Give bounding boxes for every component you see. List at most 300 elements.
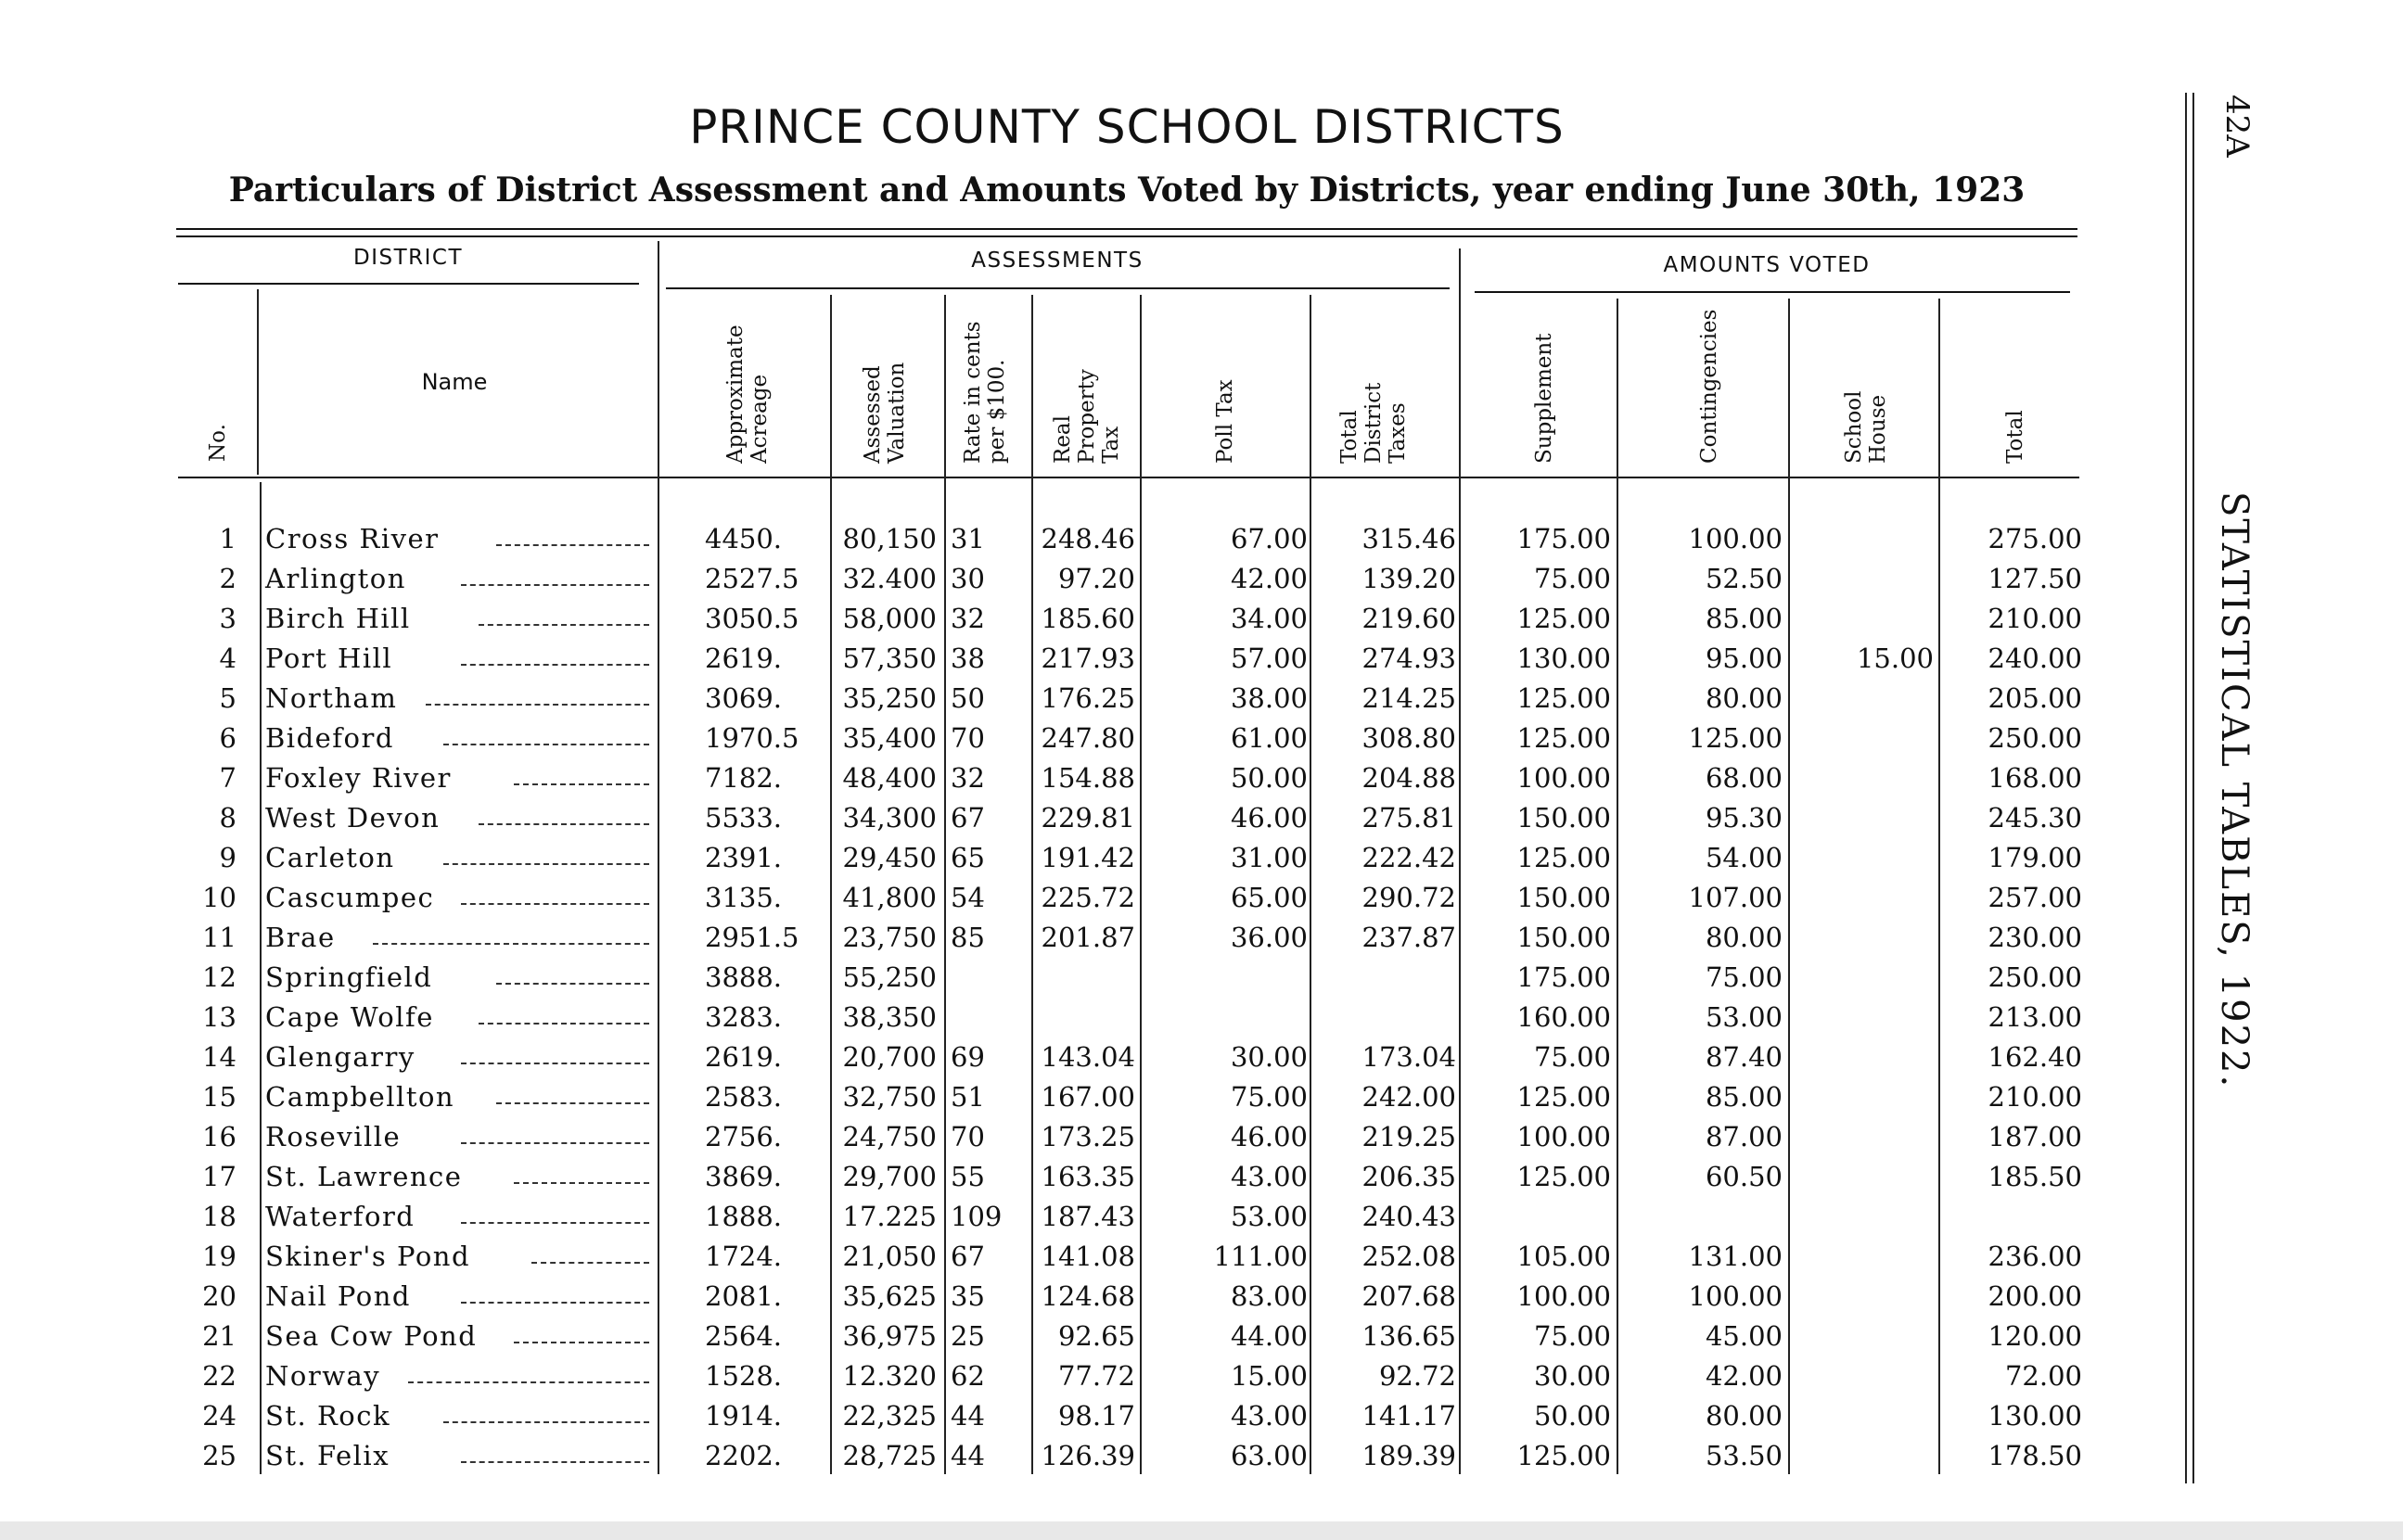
cell-contingencies: 85.00: [1705, 1081, 1783, 1113]
cell-supplement: 125.00: [1516, 722, 1611, 754]
cell-real-tax: 163.35: [1041, 1161, 1135, 1192]
cell-rate: 51: [951, 1081, 985, 1113]
cell-valuation: 32.400: [842, 563, 937, 594]
cell-supplement: 125.00: [1516, 842, 1611, 873]
cell-total-district: 219.25: [1361, 1121, 1456, 1152]
cell-real-tax: 225.72: [1041, 882, 1135, 913]
cell-acreage: 3869.: [705, 1161, 783, 1192]
cell-rate: 67: [951, 1241, 985, 1272]
cell-contingencies: 53.00: [1705, 1001, 1783, 1033]
cell-supplement: 100.00: [1516, 762, 1611, 794]
cell-total-district: 237.87: [1361, 922, 1456, 953]
cell-rate: 70: [951, 1121, 985, 1152]
cell-valuation: 17.225: [842, 1201, 937, 1232]
cell-no: 8: [219, 802, 236, 834]
cell-supplement: 75.00: [1533, 563, 1611, 594]
cell-total-district: 92.72: [1378, 1360, 1456, 1392]
side-rule-2: [2192, 93, 2194, 1483]
cell-acreage: 1970.5: [705, 722, 799, 754]
cell-supplement: 75.00: [1533, 1041, 1611, 1073]
cell-rate: 54: [951, 882, 985, 913]
cell-acreage: 2081.: [705, 1280, 783, 1312]
page-title: PRINCE COUNTY SCHOOL DISTRICTS: [689, 100, 1565, 154]
district-group-underline: [178, 283, 639, 285]
table-row: [0, 1356, 2133, 1396]
cell-name: Cape Wolfe: [265, 1001, 434, 1033]
table-row: [0, 1436, 2133, 1476]
cell-total-district: 207.68: [1361, 1280, 1456, 1312]
cell-name: Birch Hill: [265, 603, 411, 634]
cell-total: 168.00: [1988, 762, 2082, 794]
table-row: [0, 599, 2133, 639]
cell-supplement: 125.00: [1516, 682, 1611, 714]
side-rule-1: [2185, 93, 2187, 1483]
cell-name: Brae: [265, 922, 336, 953]
cell-name: Port Hill: [265, 643, 393, 674]
leader-dots: [514, 783, 649, 785]
cell-total-district: 136.65: [1361, 1320, 1456, 1352]
cell-valuation: 23,750: [842, 922, 937, 953]
cell-contingencies: 107.00: [1688, 882, 1783, 913]
leader-dots: [531, 1262, 649, 1264]
table-row: [0, 1037, 2133, 1077]
assessments-group-underline: [666, 287, 1450, 289]
cell-real-tax: 201.87: [1041, 922, 1135, 953]
cell-valuation: 29,700: [842, 1161, 937, 1192]
cell-supplement: 150.00: [1516, 922, 1611, 953]
cell-no: 4: [219, 643, 236, 674]
real-tax-line-1: Real: [1051, 415, 1075, 464]
cell-name: Skiner's Pond: [265, 1241, 471, 1272]
cell-total-district: 222.42: [1361, 842, 1456, 873]
table-row: [0, 679, 2133, 719]
cell-no: 18: [202, 1201, 236, 1232]
cell-total-district: 240.43: [1361, 1201, 1456, 1232]
table-row: [0, 639, 2133, 679]
cell-no: 20: [202, 1280, 236, 1312]
cell-total: 213.00: [1988, 1001, 2082, 1033]
top-rule: [176, 228, 2077, 230]
cell-valuation: 41,800: [842, 882, 937, 913]
cell-total: 245.30: [1988, 802, 2082, 834]
cell-no: 5: [219, 682, 236, 714]
cell-acreage: 1724.: [705, 1241, 783, 1272]
table-row: [0, 1317, 2133, 1356]
cell-poll-tax: 83.00: [1230, 1280, 1308, 1312]
cell-total: 200.00: [1988, 1280, 2082, 1312]
cell-name: Nail Pond: [265, 1280, 411, 1312]
cell-rate: 32: [951, 603, 985, 634]
cell-real-tax: 143.04: [1041, 1041, 1135, 1073]
cell-total-district: 290.72: [1361, 882, 1456, 913]
cell-total: 179.00: [1988, 842, 2082, 873]
leader-dots: [496, 544, 649, 546]
cell-supplement: 30.00: [1533, 1360, 1611, 1392]
cell-acreage: 3888.: [705, 961, 783, 993]
cell-valuation: 35,625: [842, 1280, 937, 1312]
column-header-no: [206, 424, 230, 462]
cell-total: 275.00: [1988, 523, 2082, 554]
group-header-assessments: ASSESSMENTS: [971, 248, 1144, 273]
cell-acreage: 1914.: [705, 1400, 783, 1432]
cell-rate: 44: [951, 1400, 985, 1432]
cell-name: Carleton: [265, 842, 395, 873]
cell-real-tax: 185.60: [1041, 603, 1135, 634]
cell-valuation: 24,750: [842, 1121, 937, 1152]
leader-dots: [461, 1461, 649, 1463]
cell-no: 13: [202, 1001, 236, 1033]
column-header-poll-tax: [1213, 379, 1237, 464]
cell-poll-tax: 75.00: [1230, 1081, 1308, 1113]
cell-rate: 109: [951, 1201, 1003, 1232]
leader-dots: [461, 1302, 649, 1304]
cell-real-tax: 191.42: [1041, 842, 1135, 873]
cell-valuation: 34,300: [842, 802, 937, 834]
table-row: [0, 878, 2133, 918]
cell-supplement: 160.00: [1516, 1001, 1611, 1033]
cell-name: Foxley River: [265, 762, 452, 794]
cell-poll-tax: 42.00: [1230, 563, 1308, 594]
cell-valuation: 38,350: [842, 1001, 937, 1033]
cell-contingencies: 68.00: [1705, 762, 1783, 794]
cell-supplement: 130.00: [1516, 643, 1611, 674]
cell-contingencies: 80.00: [1705, 922, 1783, 953]
cell-contingencies: 80.00: [1705, 1400, 1783, 1432]
cell-poll-tax: 46.00: [1230, 802, 1308, 834]
group-header-district: DISTRICT: [352, 246, 463, 270]
cell-total: 210.00: [1988, 1081, 2082, 1113]
cell-total: 205.00: [1988, 682, 2082, 714]
cell-poll-tax: 57.00: [1230, 643, 1308, 674]
cell-total: 230.00: [1988, 922, 2082, 953]
cell-total: 187.00: [1988, 1121, 2082, 1152]
cell-no: 9: [219, 842, 236, 873]
cell-valuation: 29,450: [842, 842, 937, 873]
cell-acreage: 2564.: [705, 1320, 783, 1352]
cell-supplement: 125.00: [1516, 1440, 1611, 1471]
table-row: [0, 559, 2133, 599]
cell-no: 14: [202, 1041, 236, 1073]
cell-contingencies: 131.00: [1688, 1241, 1783, 1272]
table-row: [0, 798, 2133, 838]
cell-no: 1: [219, 523, 236, 554]
cell-no: 10: [202, 882, 236, 913]
cell-real-tax: 167.00: [1041, 1081, 1135, 1113]
cell-real-tax: 141.08: [1041, 1241, 1135, 1272]
column-header-contingencies: [1697, 310, 1721, 464]
cell-real-tax: 98.17: [1057, 1400, 1135, 1432]
cell-rate: 38: [951, 643, 985, 674]
cell-no: 25: [202, 1440, 236, 1471]
cell-real-tax: 97.20: [1057, 563, 1135, 594]
cell-name: Glengarry: [265, 1041, 415, 1073]
cell-name: Arlington: [265, 563, 406, 594]
cell-total-district: 308.80: [1361, 722, 1456, 754]
cell-real-tax: 154.88: [1041, 762, 1135, 794]
cell-no: 16: [202, 1121, 236, 1152]
cell-poll-tax: 63.00: [1230, 1440, 1308, 1471]
cell-valuation: 22,325: [842, 1400, 937, 1432]
valuation-line-2: Valuation: [885, 362, 909, 464]
cell-name: St. Lawrence: [265, 1161, 463, 1192]
cell-rate: 25: [951, 1320, 985, 1352]
acreage-line-2: Acreage: [748, 374, 772, 464]
cell-contingencies: 87.40: [1705, 1041, 1783, 1073]
cell-rate: 69: [951, 1041, 985, 1073]
poll-tax-line-1: Poll Tax: [1213, 379, 1237, 464]
cell-total-district: 189.39: [1361, 1440, 1456, 1471]
cell-no: 17: [202, 1161, 236, 1192]
cell-supplement: 50.00: [1533, 1400, 1611, 1432]
leader-dots: [408, 1381, 649, 1383]
cell-contingencies: 87.00: [1705, 1121, 1783, 1152]
cell-no: 24: [202, 1400, 236, 1432]
leader-dots: [443, 1421, 649, 1423]
cell-poll-tax: 46.00: [1230, 1121, 1308, 1152]
cell-acreage: 5533.: [705, 802, 783, 834]
cell-name: Cross River: [265, 523, 440, 554]
cell-acreage: 3283.: [705, 1001, 783, 1033]
table-row: [0, 1077, 2133, 1117]
leader-dots: [479, 624, 649, 626]
cell-contingencies: 60.50: [1705, 1161, 1783, 1192]
table-row: [0, 838, 2133, 878]
cell-valuation: 58,000: [842, 603, 937, 634]
cell-rate: 62: [951, 1360, 985, 1392]
cell-poll-tax: 53.00: [1230, 1201, 1308, 1232]
total-district-line-2: District: [1361, 382, 1386, 464]
cell-real-tax: 173.25: [1041, 1121, 1135, 1152]
cell-supplement: 150.00: [1516, 802, 1611, 834]
column-header-school-house: [1842, 390, 1890, 464]
table-row: [0, 1237, 2133, 1277]
cell-supplement: 100.00: [1516, 1121, 1611, 1152]
cell-total: 72.00: [2004, 1360, 2082, 1392]
table-row: [0, 1157, 2133, 1197]
leader-dots: [496, 983, 649, 985]
col-divider-name-left: [257, 289, 259, 475]
cell-valuation: 55,250: [842, 961, 937, 993]
group-header-amounts-voted: AMOUNTS VOTED: [1663, 253, 1871, 277]
cell-total-district: 206.35: [1361, 1161, 1456, 1192]
cell-real-tax: 92.65: [1057, 1320, 1135, 1352]
cell-name: Roseville: [265, 1121, 402, 1152]
cell-total-district: 219.60: [1361, 603, 1456, 634]
cell-total-district: 139.20: [1361, 563, 1456, 594]
cell-acreage: 1528.: [705, 1360, 783, 1392]
cell-contingencies: 42.00: [1705, 1360, 1783, 1392]
total-line-1: Total: [2003, 410, 2027, 464]
cell-rate: 70: [951, 722, 985, 754]
cell-rate: 35: [951, 1280, 985, 1312]
cell-acreage: 3069.: [705, 682, 783, 714]
cell-contingencies: 80.00: [1705, 682, 1783, 714]
column-header-total-district: [1337, 383, 1410, 464]
cell-acreage: 3135.: [705, 882, 783, 913]
real-tax-line-3: Tax: [1099, 426, 1123, 464]
cell-name: St. Felix: [265, 1440, 390, 1471]
cell-total: 236.00: [1988, 1241, 2082, 1272]
cell-name: Sea Cow Pond: [265, 1320, 478, 1352]
column-header-rate: [961, 321, 1009, 464]
table-row: [0, 719, 2133, 758]
cell-valuation: 32,750: [842, 1081, 937, 1113]
school-house-line-2: House: [1866, 394, 1890, 464]
cell-poll-tax: 31.00: [1230, 842, 1308, 873]
cell-acreage: 4450.: [705, 523, 783, 554]
cell-school-house: 15.00: [1856, 643, 1934, 674]
cell-total-district: 274.93: [1361, 643, 1456, 674]
cell-poll-tax: 34.00: [1230, 603, 1308, 634]
cell-total: 210.00: [1988, 603, 2082, 634]
cell-rate: 32: [951, 762, 985, 794]
cell-contingencies: 75.00: [1705, 961, 1783, 993]
column-header-supplement: [1532, 334, 1556, 464]
cell-name: Cascumpec: [265, 882, 435, 913]
table-row: [0, 1277, 2133, 1317]
cell-valuation: 57,350: [842, 643, 937, 674]
cell-total: 162.40: [1988, 1041, 2082, 1073]
cell-acreage: 2391.: [705, 842, 783, 873]
cell-contingencies: 125.00: [1688, 722, 1783, 754]
cell-no: 6: [219, 722, 236, 754]
cell-real-tax: 187.43: [1041, 1201, 1135, 1232]
cell-acreage: 2756.: [705, 1121, 783, 1152]
cell-name: Norway: [265, 1360, 381, 1392]
cell-supplement: 75.00: [1533, 1320, 1611, 1352]
cell-name: Springfield: [265, 961, 433, 993]
cell-total-district: 214.25: [1361, 682, 1456, 714]
cell-valuation: 35,250: [842, 682, 937, 714]
cell-no: 19: [202, 1241, 236, 1272]
leader-dots: [496, 1102, 649, 1104]
cell-name: Waterford: [265, 1201, 415, 1232]
table-row: [0, 1197, 2133, 1237]
cell-acreage: 7182.: [705, 762, 783, 794]
cell-real-tax: 248.46: [1041, 523, 1135, 554]
column-header-total: [2003, 410, 2027, 464]
total-district-line-1: Total: [1337, 410, 1361, 464]
leader-dots: [461, 903, 649, 905]
cell-acreage: 2619.: [705, 1041, 783, 1073]
cell-rate: 67: [951, 802, 985, 834]
cell-total-district: 141.17: [1361, 1400, 1456, 1432]
column-header-real-tax: [1051, 369, 1123, 464]
cell-total-district: 252.08: [1361, 1241, 1456, 1272]
cell-total: 257.00: [1988, 882, 2082, 913]
cell-valuation: 12.320: [842, 1360, 937, 1392]
cell-no: 2: [219, 563, 236, 594]
cell-valuation: 35,400: [842, 722, 937, 754]
cell-total: 130.00: [1988, 1400, 2082, 1432]
cell-poll-tax: 61.00: [1230, 722, 1308, 754]
cell-rate: 44: [951, 1440, 985, 1471]
cell-supplement: 125.00: [1516, 1161, 1611, 1192]
table-row: [0, 998, 2133, 1037]
cell-total-district: 315.46: [1361, 523, 1456, 554]
table-row: [0, 918, 2133, 958]
cell-total-district: 242.00: [1361, 1081, 1456, 1113]
top-rule-2: [176, 235, 2077, 237]
cell-name: West Devon: [265, 802, 441, 834]
cell-poll-tax: 36.00: [1230, 922, 1308, 953]
cell-supplement: 125.00: [1516, 603, 1611, 634]
leader-dots: [479, 1023, 649, 1025]
column-header-name: Name: [421, 369, 488, 395]
cell-total: 250.00: [1988, 961, 2082, 993]
cell-no: 15: [202, 1081, 236, 1113]
cell-no: 7: [219, 762, 236, 794]
cell-poll-tax: 30.00: [1230, 1041, 1308, 1073]
cell-contingencies: 85.00: [1705, 603, 1783, 634]
cell-poll-tax: 43.00: [1230, 1161, 1308, 1192]
leader-dots: [461, 1063, 649, 1064]
cell-valuation: 20,700: [842, 1041, 937, 1073]
rate-line-1: Rate in cents: [961, 321, 985, 464]
cell-total: 240.00: [1988, 643, 2082, 674]
amounts-group-underline: [1475, 291, 2070, 293]
cell-rate: 85: [951, 922, 985, 953]
total-district-line-3: Taxes: [1386, 402, 1410, 464]
cell-contingencies: 53.50: [1705, 1440, 1783, 1471]
cell-acreage: 2951.5: [705, 922, 799, 953]
cell-acreage: 3050.5: [705, 603, 799, 634]
cell-supplement: 175.00: [1516, 961, 1611, 993]
cell-poll-tax: 44.00: [1230, 1320, 1308, 1352]
column-header-acreage: [723, 325, 772, 464]
cell-poll-tax: 67.00: [1230, 523, 1308, 554]
cell-name: Northam: [265, 682, 398, 714]
cell-rate: 31: [951, 523, 985, 554]
cell-no: 22: [202, 1360, 236, 1392]
cell-acreage: 1888.: [705, 1201, 783, 1232]
table-row: [0, 958, 2133, 998]
leader-dots: [443, 863, 649, 865]
cell-total: 250.00: [1988, 722, 2082, 754]
column-header-valuation: [861, 363, 909, 464]
cell-poll-tax: 50.00: [1230, 762, 1308, 794]
cell-no: 21: [202, 1320, 236, 1352]
cell-acreage: 2583.: [705, 1081, 783, 1113]
cell-contingencies: 100.00: [1688, 523, 1783, 554]
cell-acreage: 2527.5: [705, 563, 799, 594]
cell-acreage: 2619.: [705, 643, 783, 674]
cell-name: Campbellton: [265, 1081, 455, 1113]
cell-name: Bideford: [265, 722, 394, 754]
cell-name: St. Rock: [265, 1400, 391, 1432]
cell-poll-tax: 111.00: [1213, 1241, 1308, 1272]
leader-dots: [514, 1182, 649, 1184]
table-row: [0, 758, 2133, 798]
cell-contingencies: 54.00: [1705, 842, 1783, 873]
cell-acreage: 2202.: [705, 1440, 783, 1471]
leader-dots: [479, 823, 649, 825]
cell-real-tax: 77.72: [1057, 1360, 1135, 1392]
table-row: [0, 519, 2133, 559]
cell-real-tax: 176.25: [1041, 682, 1135, 714]
cell-contingencies: 95.30: [1705, 802, 1783, 834]
cell-valuation: 36,975: [842, 1320, 937, 1352]
cell-supplement: 175.00: [1516, 523, 1611, 554]
cell-no: 12: [202, 961, 236, 993]
cell-supplement: 100.00: [1516, 1280, 1611, 1312]
cell-rate: 65: [951, 842, 985, 873]
leader-dots: [443, 744, 649, 745]
supplement-line-1: Supplement: [1532, 333, 1556, 464]
page-subtitle: Particulars of District Assessment and Amounts Voted by Districts, year ending June 30th, 1923: [228, 171, 2026, 210]
cell-real-tax: 217.93: [1041, 643, 1135, 674]
table-row: [0, 1117, 2133, 1157]
